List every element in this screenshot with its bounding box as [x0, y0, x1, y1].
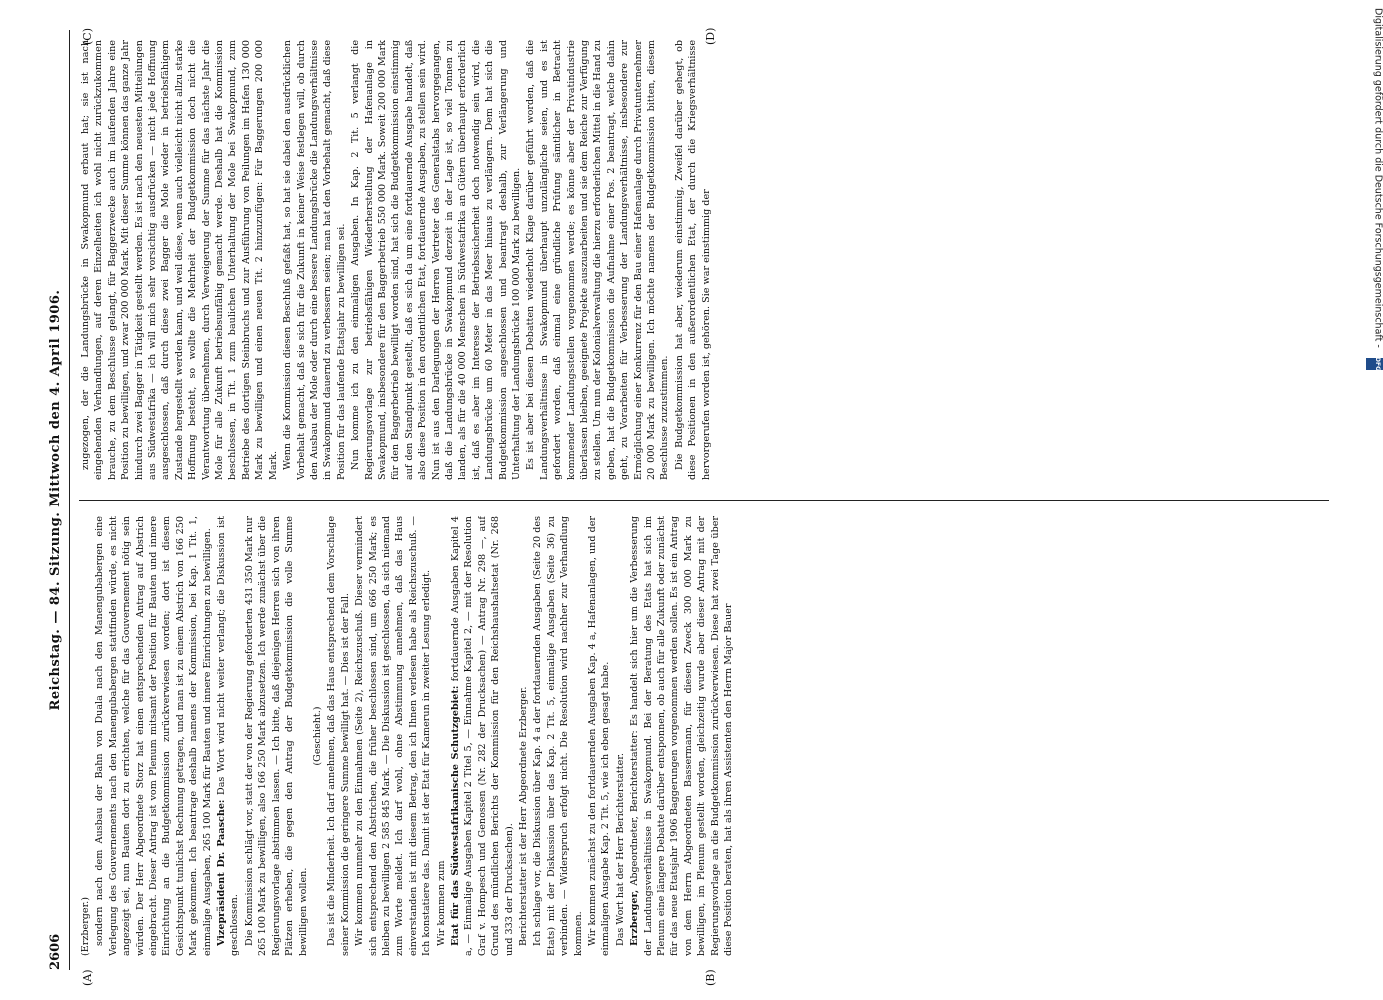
paragraph-text: Ich schlage vor, die Diskussion über Kap. 4 a der fortdauernden Ausgaben (Seite 20 des Etats) mit der Diskussion über das Kap. 2 Tit. 5, einmalige Ausgaben (Seite 36) zu verbinden. — Widerspruch erfolgt nicht. Die Resolution wird nachher zur Verhandlung kommen. [532, 516, 584, 956]
running-title: Reichstag. — 84. Sitzung. Mittwoch den 4. April 1906. [48, 289, 63, 711]
right-paragraph [281, 40, 348, 480]
right-paragraph [79, 40, 280, 480]
left-paragraph [79, 516, 92, 956]
dfg-logo-icon: DFG [1366, 358, 1383, 370]
paragraph-text: Nun komme ich zu den einmaligen Ausgaben. In Kap. 2 Tit. 5 verlangt die Regierungsvorlage zur betriebsfähigen Wiederherstellung der Hafenanlage in Swakopmund, insbesondere für den Baggerbetrieb 550 000 Mark. Soweit 200 000 Mark für den Baggerbetrieb bewilligt worden sind, hat sich die Budgetkommission einstimmig auf den Standpunkt gestellt, daß es sich da um eine fortdauernde Ausgabe handelt, daß also diese Position in den ordentlichen Etat, fortdauernde Ausgaben, zu stellen sein wird. Nun ist aus den Darlegungen der Herren Vertreter des Generalstabs hervorgegangen, daß die Landungsbrücke in Swakopmund derzeit in der Lage ist, so viel Tonnen zu landen, als für die 40 000 Menschen in Südwestafrika an Gütern überhaupt erforderlich ist, daß es aber im Interesse der Betriebssicherheit doch notwendig sein wird, die Landungsbrücke um 60 Meter in das Meer hinaus zu verlängern. Dem hat sich die Budgetkommission angeschlossen und beantragt deshalb, zur Verlängerung und Unterhaltung der Landungsbrücke 100 000 Mark zu bewilligen. [350, 40, 522, 480]
left-paragraph [353, 516, 433, 956]
speaker-name: Etat für das Südwestafrikanische Schutzgebiet: [449, 685, 461, 946]
paragraph-text: (Geschieht.) [311, 706, 323, 766]
margin-mark-a: (A) [81, 969, 94, 986]
left-paragraph [435, 516, 448, 956]
paragraph-text: Wir kommen zum [435, 860, 447, 946]
margin-mark-c: (C) [81, 28, 94, 45]
paragraph-text: fortdauernde Ausgaben Kapitel 4 a, — Einmalige Ausgaben Kapitel 2 Titel 5, — Einnahme Kapitel 2, — mit der Resolution Graf v. Hompesch und Genossen (Nr. 282 der Drucksachen) — Antrag Nr. 298 —, auf Grund des mündlichen Berichts der Kommission für den Reichshaushaltsetat (Nr. 268 und 333 der Drucksachen). [449, 516, 515, 956]
speaker-name: Vizepräsident Dr. Paasche: [216, 799, 228, 946]
right-paragraph [349, 40, 523, 480]
paragraph-text: Berichterstatter ist der Herr Abgeordnete Erzberger. [518, 686, 529, 946]
left-paragraph [614, 516, 627, 956]
paragraph-text: Abgeordneter, Berichterstatter: Es handelt sich hier um die Verbesserung der Landungsverhältnisse in Swakopmund. Bei der Beratung des Etats hat sich im Plenum eine längere Debatte darüber entsponnen, ob auch für alle Zukunft oder zunächst für das neue Etatsjahr 1906 Baggerungen vorgenommen werden sollen. Es ist ein Antrag von dem Herrn Abgeordneten Bassermann, für diesen Zweck 300 000 Mark zu bewilligen, im Plenum gestellt worden, gleichzeitig wurde aber dieser Antrag mit der Regierungsvorlage an die Budgetkommission zurückverwiesen. Diese hat zwei Tage über diese Position beraten, hat als ihren Assistenten den Herrn Major Bauer [629, 516, 735, 956]
margin-mark-b: (B) [704, 969, 717, 986]
left-paragraph [311, 516, 324, 956]
paragraph-text: Das Wort wird nicht weiter verlangt; die Diskussion ist geschlossen. [216, 516, 241, 956]
right-paragraph [524, 40, 671, 480]
left-paragraph [325, 516, 352, 956]
credit-text: Digitalisierung gefördert durch die Deutsche Forschungsgemeinschaft - [1372, 8, 1383, 348]
paragraph-text: Das ist die Minderheit. Ich darf annehmen, daß das Haus entsprechend dem Vorschlage seiner Kommission die geringere Summe bewilligt hat. — Dies ist der Fall. [326, 516, 351, 956]
paragraph-text: Die Budgetkommission hat aber, wiederum einstimmig, Zweifel darüber gehegt, ob diese Positionen in den außerordentlichen Etat, der durch die Kriegsverhältnisse hervorgerufen worden ist, gehören. Sie war einstimmig der [673, 40, 712, 480]
right-column [79, 40, 1329, 480]
left-paragraph [449, 516, 516, 956]
page-number: 2606 [48, 933, 63, 970]
digitization-credit [1372, 8, 1383, 376]
left-paragraph [215, 516, 242, 956]
paragraph-text: Die Kommission schlägt vor, statt der von der Regierung geforderten 431 350 Mark nur 265 100 Mark zu bewilligen, also 166 250 Mark abzusetzen. Ich werde zunächst über die Regierungsvorlage abstimmen lassen. — Ich bitte, daß diejenigen Herren sich von ihren Plätzen erheben, die gegen den Antrag der Budgetkommission die volle Summe bewilligen wollen. [243, 516, 309, 956]
left-paragraph [628, 516, 735, 956]
left-paragraph [531, 516, 585, 956]
left-paragraph [243, 516, 310, 956]
paragraph-text: Es ist aber bei diesen Debatten wiederholt Klage darüber geführt worden, daß die Landungsverhältnisse in Swakopmund überhaupt unzulängliche seien, und es ist gefordert worden, daß einmal eine gründliche Prüfung sämtlicher in Betracht kommender Landungsstellen vorgenommen werde; es könne aber der Privatindustrie überlassen bleiben, geeignete Projekte auszuarbeiten und sie dem Reiche zur Verfügung zu stellen. Um nun der Kolonialverwaltung die hierzu erforderlichen Mittel in die Hand zu geben, hat die Budgetkommission die Aufnahme einer Pos. 2 beantragt, welche dahin geht, zu Vorarbeiten für Verbesserung der Landungsverhältnisse, insbesondere zur Ermöglichung einer Konkurrenz für den Bau einer Hafenanlage durch Privatunternehmer 20 000 Mark zu bewilligen. Ich möchte namens der Budgetkommission bitten, diesem Beschlusse zuzustimmen. [525, 40, 671, 480]
margin-mark-d: (D) [704, 27, 717, 45]
left-column [79, 516, 1329, 956]
paragraph-text: Das Wort hat der Herr Berichterstatter. [614, 753, 626, 946]
paragraph-text: Wir kommen nunmehr zu den Einnahmen (Seite 2), Reichszuschuß. Dieser vermindert sich entsprechend den Abstrichen, die früher beschlossen sind, um 666 250 Mark; es bleiben zu bewilligen 2 585 845 Mark. — Die Diskussion ist geschlossen, da sich niemand zum Worte meldet. Ich darf wohl, ohne Abstimmung annehmen, daß das Haus einverstanden ist mit diesem Betrag, den ich Ihnen verlesen habe als Reichszuschuß. — Ich konstatiere das. Damit ist der Etat für Kamerun in zweiter Lesung erledigt. [354, 516, 433, 956]
speaker-name: Erzberger, [629, 889, 641, 946]
paragraph-text: sondern nach dem Ausbau der Bahn von Duala nach den Manengubabergen eine Verlegung des Gouvernements nach den Manengubabergen stattfinden würde, es nicht angezeigt sei, nun Bauten dort zu errichten, welche für das Gouvernement nötig sein würden. Der Herr Abgeordnete Storz hat einen entsprechenden Antrag auf Abstrich eingebracht. Dieser Antrag ist vom Plenum mitsamt der Position für Bauten und innere Einrichtung an die Budgetkommission zurückverwiesen worden; dort ist diesem Gesichtspunkt tunlichst Rechnung getragen, und man ist zu einem Abstrich von 166 250 Mark gekommen. Ich beantrage deshalb namens der Kommission, bei Kap. 1 Tit. 1, einmalige Ausgaben, 265 100 Mark für Bauten und innere Einrichtungen zu bewilligen. [94, 516, 213, 956]
paragraph-text: (Erzberger.) [80, 897, 91, 956]
left-paragraph [517, 516, 530, 956]
left-paragraph [93, 516, 214, 956]
page-header [45, 30, 70, 970]
column-rule [79, 500, 1329, 501]
rotated-page [45, 27, 1335, 986]
left-paragraph [586, 516, 613, 956]
paragraph-text: zugezogen, der die Landungsbrücke in Swakopmund erbaut hat; sie ist nach eingehenden Verhandlungen, auf deren Einzelheiten ich wohl nicht zurückzukommen brauche, zu dem Beschlusse gelangt, für Baggerzwecke auch im laufenden Jahre eine Position zu bewilligen, und zwar 200 000 Mark. Mit dieser Summe können das ganze Jahr hindurch zwei Bagger in Tätigkeit gestellt werden. Es ist nach den neuesten Mitteilungen aus Südwestafrika — ich will mich sehr vorsichtig ausdrücken — nicht jede Hoffnung ausgeschlossen, daß durch diese zwei Bagger die Mole wieder in betriebsfähigem Zustande hergestellt werden kann, und weil diese, wenn auch vielleicht nicht allzu starke Hoffnung besteht, so wollte die Mehrheit der Budgetkommission doch nicht die Verantwortung übernehmen, durch Verweigerung der Summe für das nächste Jahr die Mole für alle Zukunft betriebsunfähig gemacht werde. Deshalb hat die Kommission beschlossen, in Tit. 1 zum baulichen Unterhaltung der Mole bei Swakopmund, zum Betriebe des dortigen Steinbruchs und zur Ausführung von Peilungen im Hafen 130 000 Mark zu bewilligen und einen neuen Tit. 2 hinzuzufügen: Für Baggerungen 200 000 Mark. [80, 40, 279, 480]
page-body [79, 27, 1329, 986]
right-paragraph [673, 40, 713, 480]
paragraph-text: Wir kommen zunächst zu den fortdauernden Ausgaben Kap. 4 a, Hafenanlagen, und der einmaligen Ausgabe Kap. 2 Tit. 5, wie ich eben gesagt habe. [587, 516, 612, 956]
paragraph-text: Wenn die Kommission diesen Beschluß gefaßt hat, so hat sie dabei den ausdrücklichen Vorbehalt gemacht, daß sie sich für die Zukunft in keiner Weise festlegen will, ob durch den Ausbau der Mole oder durch eine bessere Landungsbrücke die Landungsverhältnisse in Swakopmund dauernd zu verbessern seien; man hat den Vorbehalt gemacht, daß diese Position für das laufende Etatsjahr zu bewilligen sei. [282, 40, 347, 480]
